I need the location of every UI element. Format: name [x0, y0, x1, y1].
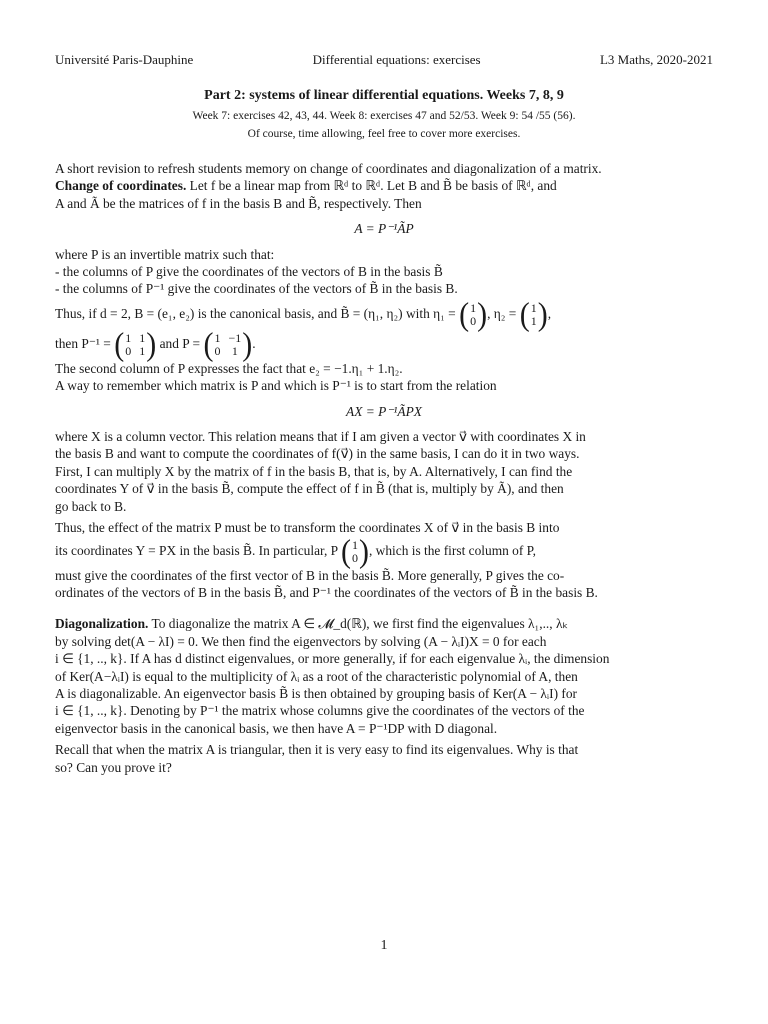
effect-text-b: , which is the first column of P, — [368, 542, 536, 558]
header-course: Differential equations: exercises — [312, 52, 481, 67]
pinv-entry: 1 — [139, 330, 146, 345]
change-line-1: Let f be a linear map from ℝᵈ to ℝᵈ. Let B and B̃ be basis of ℝᵈ, and — [189, 178, 557, 194]
relation-paragraph — [55, 428, 713, 515]
diag-line: eigenvector basis in the canonical basis, we then have A = P⁻¹DP with D diagonal. — [55, 720, 498, 736]
diag-line: To diagonalize the matrix A ∈ 𝓜_d(ℝ), we first find the eigenvalues λ₁,.., λₖ — [151, 616, 569, 632]
eta1-vector: ( 1 0 ) — [459, 296, 488, 333]
relation-line: First, I can multiply X by the matrix of f in the basis B, that is, by A. Alternatively, I can find the — [55, 463, 573, 479]
triangular-question — [55, 741, 713, 776]
question-line: Recall that when the matrix A is triangular, then it is very easy to find its eigenvalues. Why is that — [55, 742, 579, 758]
p-matrix: ( 1 −1 0 1 ) — [203, 326, 253, 363]
diag-line: i ∈ {1, .., k}. If A has d distinct eigenvalues, or more generally, if for each eigenvalue λᵢ, the dimension — [55, 651, 610, 667]
change-of-coordinates-paragraph — [55, 177, 713, 212]
eta2-entry: 1 — [530, 300, 537, 315]
p-entry: −1 — [228, 330, 242, 345]
diag-heading: Diagonalization. — [55, 616, 149, 632]
document-body — [55, 160, 713, 776]
diag-line: by solving det(A − λI) = 0. We then find the eigenvectors by solving (A − λᵢI)X = 0 for each — [55, 633, 547, 649]
p-entry: 1 — [214, 330, 221, 345]
diagonalization-paragraph — [55, 615, 713, 737]
example-text-b: , η₂ = — [487, 305, 517, 321]
schedule-line: Week 7: exercises 42, 43, 44. Week 8: exercises 47 and 52/53. Week 9: 54 /55 (56). — [192, 110, 576, 122]
effect-paragraph — [55, 519, 713, 601]
p-entry: 0 — [214, 343, 221, 358]
effect-line: ordinates of the vectors of B in the basis B̃, and P⁻¹ the coordinates of the vectors of B̃ in the basis B. — [55, 584, 598, 600]
unit-vector: ( 1 0 ) — [340, 532, 369, 570]
example-end: . — [252, 335, 256, 351]
bullet-columns-p: - the columns of P give the coordinates of the vectors of B in the basis B̃ — [55, 264, 443, 280]
header-university: Université Paris-Dauphine — [55, 52, 194, 67]
unit-vector-entry: 0 — [351, 550, 358, 565]
relation-line: where X is a column vector. This relation means that if I am given a vector v⃗ with coordinates X in — [55, 429, 586, 445]
effect-line-with-vector — [55, 532, 713, 570]
intro-paragraph: A short revision to refresh students memory on change of coordinates and diagonalization of a matrix. — [55, 161, 602, 176]
diag-first-line — [55, 615, 713, 632]
pinv-matrix: ( 1 1 0 1 ) — [114, 326, 157, 363]
remember-line: A way to remember which matrix is P and which is P⁻¹ is to start from the relation — [55, 378, 497, 394]
example-text-c: , — [547, 305, 552, 321]
effect-line: Thus, the effect of the matrix P must be to transform the coordinates X of v⃗ in the basis B into — [55, 520, 560, 536]
effect-text-a: its coordinates Y = PX in the basis B̃. In particular, P — [55, 542, 338, 558]
page-number: 1 — [380, 938, 388, 953]
pinv-entry: 0 — [125, 343, 132, 358]
relation-line: coordinates Y of v⃗ in the basis B̃, compute the effect of f in B̃ (that is, multiply by Ã), and then — [55, 481, 564, 497]
change-heading: Change of coordinates. — [55, 178, 187, 194]
document-title: Part 2: systems of linear differential equations. Weeks 7, 8, 9 — [204, 88, 564, 103]
change-line-2: A and Ã be the matrices of f in the basis B and B̃, respectively. Then — [55, 195, 422, 211]
where-line: where P is an invertible matrix such that: — [55, 246, 275, 262]
pinv-entry: 1 — [125, 330, 132, 345]
eta1-entry: 0 — [470, 313, 477, 328]
second-column-line: The second column of P expresses the fact that e₂ = −1.η₁ + 1.η₂. — [55, 360, 403, 376]
header-year: L3 Maths, 2020-2021 — [599, 52, 713, 67]
eta2-vector: ( 1 1 ) — [519, 296, 548, 333]
effect-line: must give the coordinates of the first vector of B in the basis B̃. More generally, P gives the co- — [55, 567, 565, 583]
diag-line: i ∈ {1, .., k}. Denoting by P⁻¹ the matrix whose columns give the coordinates of the vectors of the — [55, 703, 585, 719]
equation-ax: AX = P⁻¹ÃPX — [346, 403, 422, 419]
p-entry: 1 — [231, 343, 238, 358]
question-line: so? Can you prove it? — [55, 759, 172, 775]
relation-line: go back to B. — [55, 498, 127, 514]
diag-line: A is diagonalizable. An eigenvector basis B̃ is then obtained by grouping basis of Ker(A − λᵢI) for — [55, 685, 577, 701]
relation-line: the basis B and want to compute the coordinates of f(v⃗) in the same basis, I can do it in two ways. — [55, 446, 580, 462]
bullet-columns-pinv: - the columns of P⁻¹ give the coordinates of the vectors of B̃ in the basis B. — [55, 281, 458, 297]
schedule-note: Of course, time allowing, feel free to cover more exercises. — [247, 128, 521, 140]
page-header — [55, 52, 713, 68]
eta2-entry: 1 — [530, 313, 537, 328]
pinv-label: then P⁻¹ = — [55, 335, 111, 351]
p-label: and P = — [159, 335, 201, 351]
eta1-entry: 1 — [470, 300, 477, 315]
equation-a-equals-pinv-atilde-p: A = P⁻¹ÃP — [354, 221, 414, 237]
diag-line: of Ker(A−λᵢI) is equal to the multiplicity of λᵢ as a root of the characteristic polynomial of A, then — [55, 668, 578, 684]
example-text-a: Thus, if d = 2, B = (e₁, e₂) is the canonical basis, and B̃ = (η₁, η₂) with η₁ = — [55, 305, 456, 321]
unit-vector-entry: 1 — [351, 537, 358, 552]
example-line-2 — [55, 326, 713, 363]
pinv-entry: 1 — [139, 343, 146, 358]
